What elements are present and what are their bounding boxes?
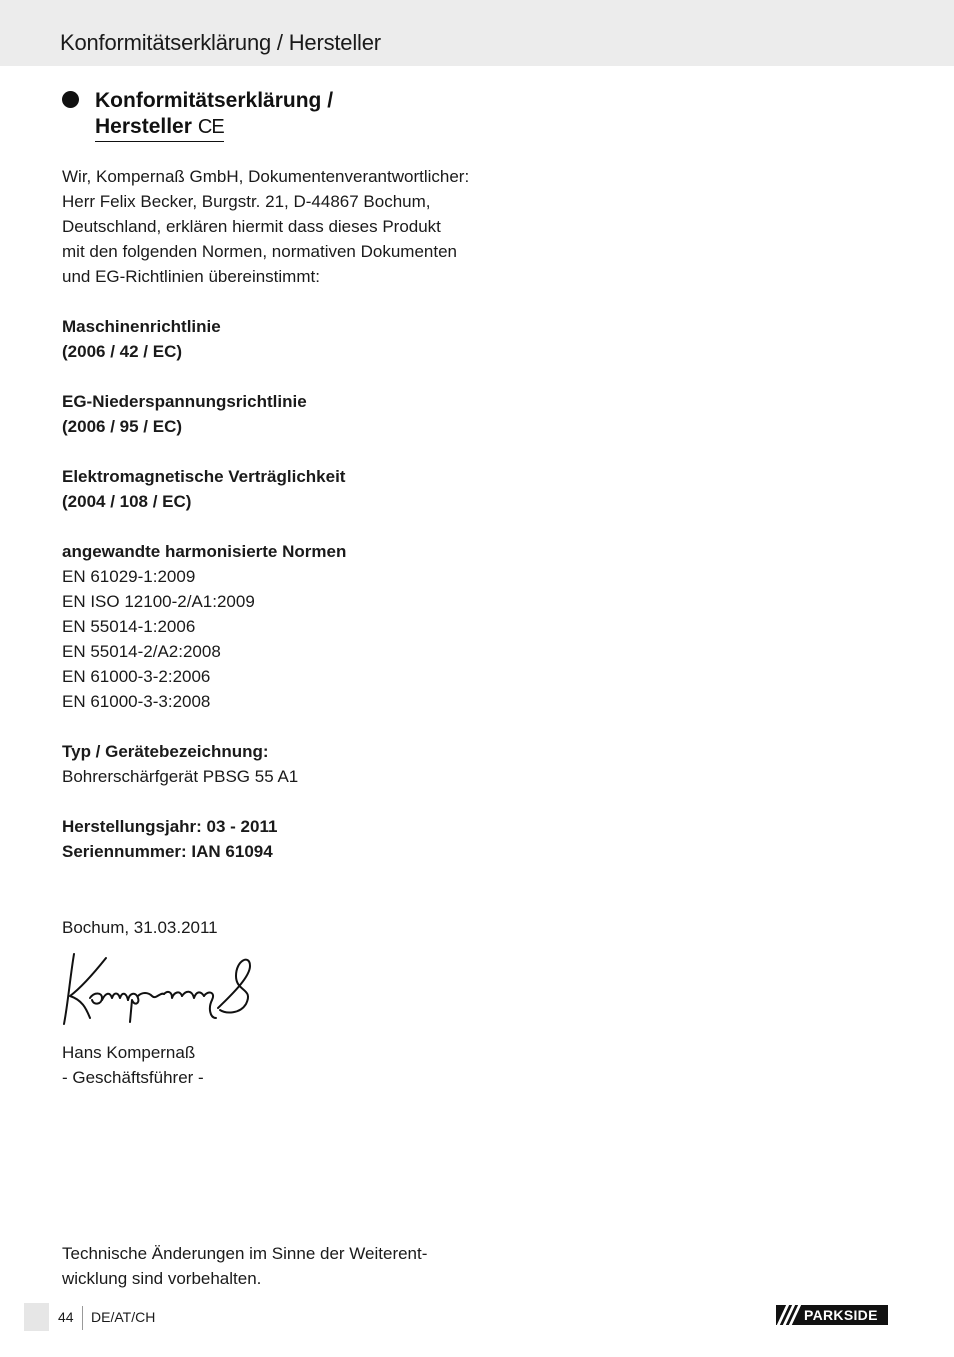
norm-item: EN 55014-1:2006: [62, 617, 196, 636]
section-title: [95, 88, 482, 142]
intro-paragraph: [62, 164, 482, 289]
norms-heading: angewandte harmonisierte Normen: [62, 542, 347, 561]
norm-item: EN ISO 12100-2/A1:2009: [62, 592, 255, 611]
directive-code: (2006 / 95 / EC): [62, 417, 183, 436]
intro-line: Wir, Kompernaß GmbH, Dokumentenverantwortlicher:: [62, 167, 470, 186]
signature: [60, 948, 260, 1028]
intro-line: mit den folgenden Normen, normativen Dokumenten: [62, 242, 457, 261]
directive-machinery: [62, 314, 482, 364]
directive-low-voltage: [62, 389, 482, 439]
signer-role: - Geschäftsführer -: [62, 1068, 204, 1087]
section-heading: [62, 88, 482, 142]
norm-item: EN 61000-3-2:2006: [62, 667, 211, 686]
directive-name: Elektromagnetische Verträglichkeit: [62, 467, 346, 486]
production-year: Herstellungsjahr: 03 - 2011: [62, 817, 278, 836]
page-number: 44: [58, 1309, 74, 1325]
norms-list: [62, 539, 482, 714]
intro-line: Deutschland, erklären hiermit dass dieses Produkt: [62, 217, 441, 236]
intro-line: und EG-Richtlinien übereinstimmt:: [62, 267, 320, 286]
page-title: Konformitätserklärung / Hersteller: [60, 30, 381, 55]
logo-stripes-icon: [776, 1305, 802, 1325]
signer-block: [62, 1040, 204, 1090]
section-title-line2: [95, 114, 224, 142]
directive-name: EG-Niederspannungsrichtlinie: [62, 392, 307, 411]
type-value: Bohrerschärfgerät PBSG 55 A1: [62, 767, 299, 786]
parkside-logo: [776, 1305, 888, 1325]
locale-label: DE/AT/CH: [91, 1309, 156, 1325]
footnote-line: wicklung sind vorbehalten.: [62, 1269, 262, 1288]
place-date: Bochum, 31.03.2011: [62, 918, 218, 937]
intro-line: Herr Felix Becker, Burgstr. 21, D-44867 Bochum,: [62, 192, 431, 211]
type-heading: Typ / Gerätebezeichnung:: [62, 742, 269, 761]
declaration-body: [62, 164, 482, 864]
serial-number: Seriennummer: IAN 61094: [62, 842, 273, 861]
section-title-line1: Konformitätserklärung /: [95, 89, 334, 112]
norm-item: EN 61000-3-3:2008: [62, 692, 211, 711]
directive-name: Maschinenrichtlinie: [62, 317, 221, 336]
brand-name: PARKSIDE: [804, 1307, 878, 1323]
norm-item: EN 55014-2/A2:2008: [62, 642, 221, 661]
directive-emc: [62, 464, 482, 514]
ce-mark-icon: CE: [197, 116, 224, 138]
bullet-icon: [62, 91, 79, 108]
footer-tab: [24, 1303, 49, 1331]
type-designation: [62, 739, 482, 789]
footnote: [62, 1241, 482, 1291]
footer-divider: [82, 1306, 83, 1330]
section-title-line2-text: Hersteller: [95, 115, 192, 138]
production-info: [62, 814, 482, 864]
header-bar: [0, 0, 954, 66]
norm-item: EN 61029-1:2009: [62, 567, 196, 586]
footnote-line: Technische Änderungen im Sinne der Weiterent-: [62, 1244, 428, 1263]
directive-code: (2004 / 108 / EC): [62, 492, 192, 511]
directive-code: (2006 / 42 / EC): [62, 342, 183, 361]
signer-name: Hans Kompernaß: [62, 1043, 196, 1062]
